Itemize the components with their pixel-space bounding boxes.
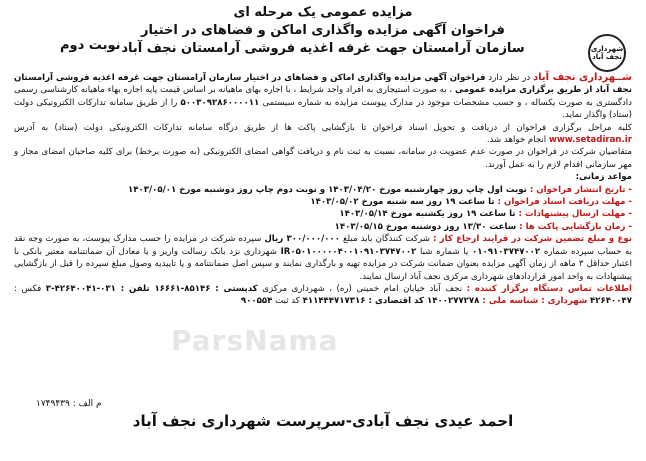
fax-label: فکس : <box>14 283 46 294</box>
guarantee-amount: ۳۰۰/۰۰۰/۰۰۰ ریال <box>264 234 340 245</box>
setad-url[interactable]: www.setadiran.ir <box>548 135 632 146</box>
procedure-text-end: انجام خواهد شد. <box>486 135 549 146</box>
org-name: شــهرداری نجف آباد <box>533 72 633 83</box>
guarantee-text-2: سپرده شرکت در مزایده را حسب مدارک پیوست، به صورت وجه نقد به حساب سپرده شماره <box>14 234 632 257</box>
intro-text-1: در نظر دارد <box>485 73 534 83</box>
postal-label: کدپستی : <box>215 283 258 294</box>
signature-line: احمد عیدی نجف آبادی-سرپرست شهرداری نجف آباد <box>132 412 514 430</box>
date-publish <box>14 184 632 196</box>
date-open-label: - زمان بازگشایی پاکت ها : <box>519 221 632 232</box>
date-submit-label: - مهلت ارسال پیشنهادات : <box>518 209 632 220</box>
sheba-number: IR۰۵۰۱۰۰۰۰۰۴۰۰۱۰۹۱۰۳۷۴۷۰۰۲ <box>280 246 417 257</box>
procedure-paragraph <box>14 122 632 147</box>
reference-number: م الف : ۱۷۴۹۴۳۹ <box>36 399 102 409</box>
phone-label: تلفن : <box>120 283 155 294</box>
date-submit <box>14 208 632 220</box>
guarantee-text-1: شرکت کنندگان باید مبلغ <box>339 234 433 245</box>
fax-number: ۴۲۶۴۰۰۴۷ <box>590 296 632 307</box>
economic-code: ۴۱۱۴۴۴۷۱۷۳۱۶ <box>302 296 369 307</box>
date-docs <box>14 196 632 208</box>
notice-page <box>6 4 640 456</box>
phone-number: ۰۳۱-۴۲۶۴۰۰۴۱-۳ <box>45 283 121 294</box>
guarantee-text-4: شهرداری نزد بانک رسالت واریز و یا معادل آن ضمانتنامه معتبر بانکی با اعتبار حداقل ۳ ماهه از زمان آگهی مزایده بعنوان ضمانت شرکت در مزایده تهیه و بارگذاری نمایند و سپس اصل ضمانتنامه و یا تاییدیه وصول مبلغ سپرده را قبل از بازگشایی پیشنهادات به واحد امور قراردادهای شهرداری مرکزی نجف آباد ارسال نمایند. <box>14 246 632 282</box>
dates-heading: مواعد زمانی: <box>575 172 632 183</box>
system-number: ۵۰۰۳۰۹۲۸۶۰۰۰۰۱۱ <box>180 97 260 108</box>
intro-text-2: ، به صورت استیجاری به افراد واجد شرایط ، با اجاره بهای ماهیانه بر اساس قیمت پایه اجاره بهاء ماهیانه کارشناسی رسمی دادگستری به صورت یکساله ، و حسب مشخصات موجود در مدارک پیوست مزایده به شماره سیستمی <box>14 85 632 108</box>
reg-number: ۹۰۰۵۵۴ <box>240 296 273 307</box>
contact-text-1: نجف آباد خیابان امام خمینی (ره) ، شهرداری مرکزی <box>257 283 467 294</box>
date-submit-value: تا ساعت ۱۹ روز یکشنبه مورخ ۱۴۰۳/۰۵/۱۴ <box>339 209 519 220</box>
date-publish-value: نوبت اول چاپ روز چهارشنبه مورخ ۱۴۰۳/۰۴/۲۰ و نوبت دوم چاپ روز دوشنبه مورخ ۱۴۰۳/۰۵/۰۱ <box>127 184 530 195</box>
logo-text: شهرداری نجف آباد <box>590 45 624 61</box>
date-open <box>14 221 632 233</box>
header-line-3: سازمان آرامستان جهت غرفه اغذیه فروشی آرامستان نجف آباد <box>121 41 525 56</box>
date-docs-label: - مهلت دریافت اسناد فراخوان : <box>497 197 632 208</box>
guarantee-label: نوع و مبلغ تضمین شرکت در فرایند ارجاع کار : <box>432 234 632 245</box>
economic-code-label: کد اقتصادی : <box>368 296 427 307</box>
procedure-text: کلیه مراحل برگزاری فراخوان از دریافت و تحویل اسناد فراخوان تا بازگشایی پاکت ها از طریق درگاه سامانه تدارکات الکترونیکی دولت (ستاد) به آدرس <box>14 122 632 133</box>
national-id-label: شهرداری : شناسه ملی : <box>482 296 588 307</box>
registration-paragraph: متقاضیان شرکت در فراخوان در صورت عدم عضویت در سامانه، نسبت به ثبت نام و دریافت گواهی امضای الکترونیکی (به صورت برخط) برای کلیه صاحبان امضای مجاز و مهر سازمانی اقدام لازم را به عمل آورند. <box>14 147 632 170</box>
date-docs-value: تا ساعت ۱۹ روز سه شنبه مورخ ۱۴۰۳/۰۵/۰۲ <box>310 197 498 208</box>
header-line-1: مزایده عمومی یک مرحله ای <box>233 5 413 20</box>
guarantee-text-3: یا شماره شبا <box>416 246 472 257</box>
contact-label: اطلاعات تماس دستگاه برگزار کننده : <box>466 283 633 294</box>
date-publish-label: - تاریخ انتشار فراخوان : <box>529 184 632 195</box>
intro-text-3: را از طریق سامانه تدارکات الکترونیکی دولت (ستاد) واگذار نماید. <box>14 97 632 121</box>
postal-code: ۸۵۱۴۶-۱۶۶۶۱ <box>154 283 216 294</box>
notice-body <box>14 72 632 308</box>
subject: فراخوان آگهی مزایده واگذاری اماکن و فضاهای در اختیار سازمان آرامستان جهت غرفه اغذیه فروشی آرامستان نجف آباد از طریق برگزاری مزایده عمومی <box>14 73 632 96</box>
guarantee-paragraph <box>14 233 632 283</box>
date-open-value: ساعت ۱۳/۳۰ روز دوشنبه مورخ ۱۴۰۳/۰۵/۱۵ <box>334 221 520 232</box>
watermark: ParsNama <box>171 324 339 357</box>
notice-number: نوبت دوم <box>60 38 121 53</box>
account-number: ۰۱۰۹۱۰۳۷۴۷۰۰۲ <box>471 246 541 257</box>
reg-label: کد ثبت <box>272 296 303 307</box>
intro-paragraph <box>14 72 632 122</box>
contact-paragraph <box>14 283 632 308</box>
header-line-2: فراخوان آگهی مزایده واگذاری اماکن و فضاهای در اختیار <box>141 23 505 38</box>
national-id: ۱۴۰۰۲۷۷۲۷۸ <box>426 296 483 307</box>
